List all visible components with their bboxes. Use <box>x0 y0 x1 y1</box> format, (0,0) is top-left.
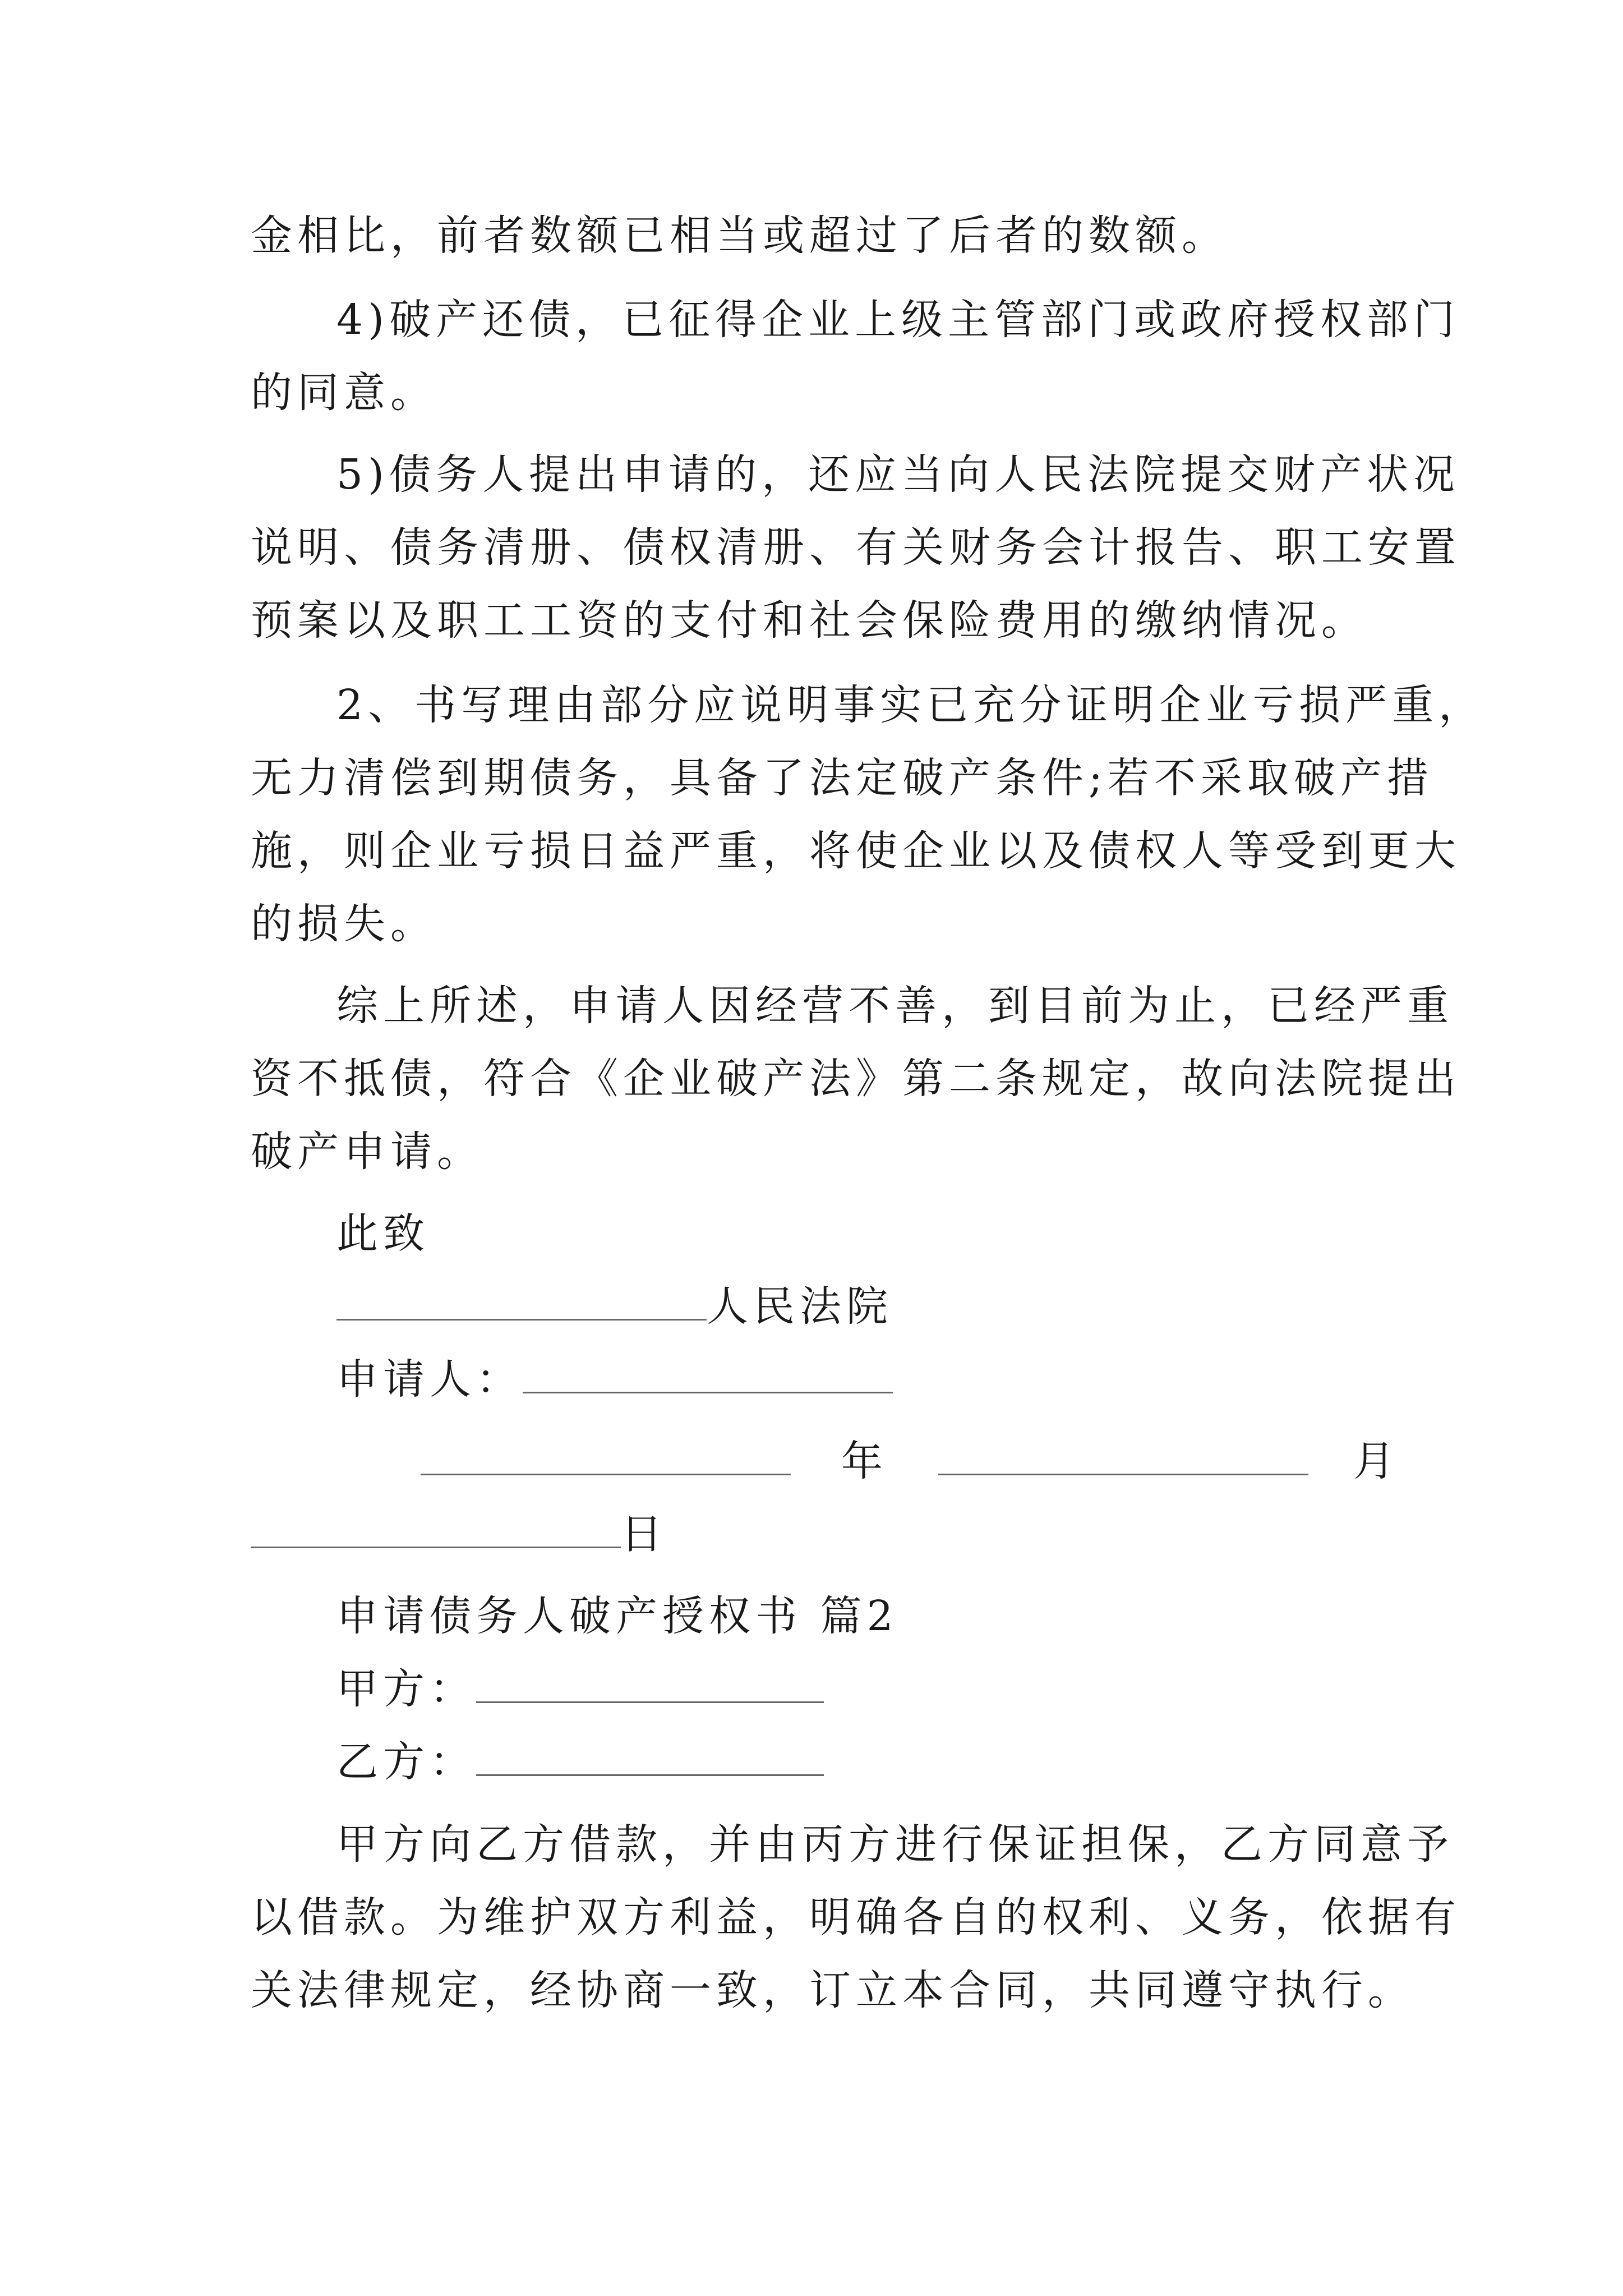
party-a-label: 甲方： <box>336 1665 476 1713</box>
party-a-blank[interactable] <box>476 1667 824 1703</box>
day-line <box>251 1506 667 1562</box>
paragraph-line: 甲方向乙方借款，并由丙方进行保证担保，乙方同意予 <box>336 1820 1454 1869</box>
party-b-label: 乙方： <box>336 1738 476 1786</box>
paragraph-line: 资不抵债，符合《企业破产法》第二条规定，故向法院提出 <box>251 1055 1461 1103</box>
paragraph-line: 的损失。 <box>251 900 437 948</box>
court-name-blank[interactable] <box>336 1284 707 1320</box>
court-suffix: 人民法院 <box>707 1282 893 1331</box>
applicant-line <box>336 1351 893 1407</box>
salutation: 此致 <box>336 1209 430 1258</box>
paragraph-line: 2、书写理由部分应说明事实已充分证明企业亏损严重， <box>336 681 1486 729</box>
court-line <box>336 1278 893 1335</box>
party-b-line <box>336 1734 824 1790</box>
paragraph-line: 预案以及职工工资的支付和社会保险费用的缴纳情况。 <box>251 596 1368 645</box>
year-blank[interactable] <box>421 1439 791 1475</box>
paragraph-line: 金相比，前者数额已相当或超过了后者的数额。 <box>251 211 1228 260</box>
paragraph-line: 5)债务人提出申请的，还应当向人民法院提交财产状况 <box>336 450 1460 499</box>
party-b-blank[interactable] <box>476 1740 824 1776</box>
party-a-line <box>336 1661 824 1717</box>
month-label: 月 <box>1353 1437 1400 1485</box>
date-line <box>421 1433 1400 1489</box>
paragraph-line: 无力清偿到期债务，具备了法定破产条件;若不采取破产措 <box>251 754 1433 802</box>
paragraph-line: 说明、债务清册、债权清册、有关财务会计报告、职工安置 <box>251 523 1461 572</box>
day-label: 日 <box>621 1510 667 1558</box>
paragraph-line: 以借款。为维护双方利益，明确各自的权利、义务，依据有 <box>251 1893 1461 1941</box>
year-label: 年 <box>841 1437 888 1485</box>
paragraph-line: 关法律规定，经协商一致，订立本合同，共同遵守执行。 <box>251 1966 1414 2014</box>
day-blank[interactable] <box>251 1512 621 1548</box>
section-title: 申请债务人破产授权书 篇2 <box>336 1592 898 1640</box>
paragraph-line: 综上所述，申请人因经营不善，到目前为止，已经严重 <box>336 982 1454 1030</box>
applicant-blank[interactable] <box>523 1357 893 1393</box>
paragraph-line: 的同意。 <box>251 369 437 417</box>
month-blank[interactable] <box>938 1439 1308 1475</box>
paragraph-line: 施，则企业亏损日益严重，将使企业以及债权人等受到更大 <box>251 827 1461 875</box>
applicant-label: 申请人： <box>336 1355 523 1404</box>
paragraph-line: 4)破产还债，已征得企业上级主管部门或政府授权部门 <box>336 296 1460 344</box>
paragraph-line: 破产申请。 <box>251 1128 483 1176</box>
